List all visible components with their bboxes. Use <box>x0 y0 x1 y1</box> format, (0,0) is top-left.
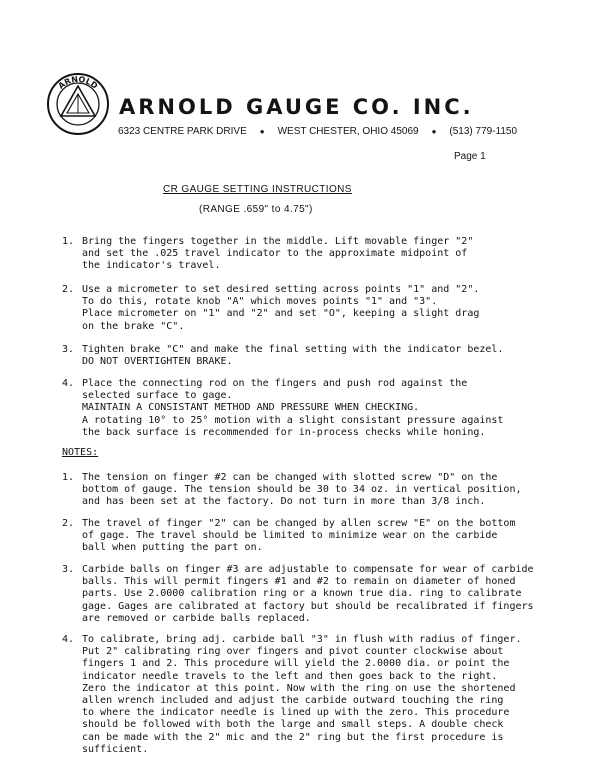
step-line: on the brake "C". <box>82 320 185 332</box>
step-line: A rotating 10° to 25° motion with a slight consistant pressure against <box>82 414 504 426</box>
step-item <box>62 378 552 439</box>
note-line: The tension on finger #2 can be changed with slotted screw "D" on the <box>82 472 498 483</box>
city-state-zip: WEST CHESTER, OHIO 45069 <box>277 126 419 137</box>
step-line: Place the connecting rod on the fingers and push rod against the <box>82 378 468 389</box>
note-line: fingers 1 and 2. This procedure will yield the 2.0000 dia. or point the <box>82 658 510 670</box>
note-line: should be followed with both the large and small steps. A double check <box>82 719 504 731</box>
step-number: 4. <box>62 378 75 389</box>
note-line: The travel of finger "2" can be changed by allen screw "E" on the bottom <box>82 518 516 529</box>
note-line: and has been set at the factory. Do not turn in more than 3/8 inch. <box>82 496 486 508</box>
note-line: allen wrench included and adjust the carbide outward touching the ring <box>82 695 504 707</box>
step-number: 2. <box>62 284 75 295</box>
note-line: To calibrate, bring adj. carbide ball "3" in flush with radius of finger. <box>82 634 522 645</box>
step-line: Tighten brake "C" and make the final setting with the indicator bezel. <box>82 344 504 355</box>
step-line: the back surface is recommended for in-process checks while honing. <box>82 426 486 438</box>
note-line: of gage. The travel should be limited to minimize wear on the carbide <box>82 530 498 542</box>
note-number: 3. <box>62 564 75 575</box>
note-item <box>62 634 552 756</box>
notes-heading: NOTES: <box>62 447 99 458</box>
note-line: gage. Gages are calibrated at factory but should be recalibrated if fingers <box>82 600 534 612</box>
range-subtitle: (RANGE .659" to 4.75") <box>199 204 313 215</box>
note-number: 1. <box>62 472 75 483</box>
step-item <box>62 284 552 333</box>
note-line: Zero the indicator at this point. Now with the ring on use the shortened <box>82 682 516 694</box>
note-line: can be made with the 2" mic and the 2" ring but the first procedure is <box>82 731 504 743</box>
note-item <box>62 518 552 555</box>
bullet-icon: ● <box>431 127 437 136</box>
step-item <box>62 236 552 273</box>
note-line: balls. This will permit fingers #1 and #2 to remain on diameter of honed <box>82 576 516 588</box>
step-line: DO NOT OVERTIGHTEN BRAKE. <box>82 356 233 368</box>
logo-lettering: ARNOLD <box>56 74 100 91</box>
street-address: 6323 CENTRE PARK DRIVE <box>118 126 247 137</box>
step-line: and set the .025 travel indicator to the approximate midpoint of <box>82 248 468 260</box>
note-line: indicator needle travels to the left and then goes back to the right. <box>82 670 498 682</box>
step-line: Bring the fingers together in the middle. Lift movable finger "2" <box>82 236 474 247</box>
note-item <box>62 564 552 625</box>
note-item <box>62 472 552 509</box>
note-line: bottom of gauge. The tension should be 30 to 34 oz. in vertical position, <box>82 484 522 496</box>
company-name: ARNOLD GAUGE CO. INC. <box>119 95 474 119</box>
note-line: sufficient. <box>82 743 149 755</box>
note-line: are removed or carbide balls replaced. <box>82 612 311 624</box>
arnold-logo-icon <box>46 72 110 136</box>
step-number: 1. <box>62 236 75 247</box>
step-line: the indicator's travel. <box>82 260 221 272</box>
step-line: Place micrometer on "1" and "2" and set "O", keeping a slight drag <box>82 308 480 320</box>
step-line: To do this, rotate knob "A" which moves points "1" and "3". <box>82 296 438 308</box>
step-line: Use a micrometer to set desired setting across points "1" and "2". <box>82 284 480 295</box>
step-line: MAINTAIN A CONSISTANT METHOD AND PRESSURE WHEN CHECKING. <box>82 402 420 414</box>
phone-number: (513) 779-1150 <box>449 126 518 137</box>
company-address-line <box>118 125 578 139</box>
note-number: 2. <box>62 518 75 529</box>
note-line: to where the indicator needle is lined up with the zero. This procedure <box>82 707 510 719</box>
note-line: Carbide balls on finger #3 are adjustable to compensate for wear of carbide <box>82 564 534 575</box>
step-item <box>62 344 552 368</box>
note-number: 4. <box>62 634 75 645</box>
step-line: selected surface to gage. <box>82 390 233 402</box>
note-line: parts. Use 2.0000 calibration ring or a known true dia. ring to calibrate <box>82 588 522 600</box>
note-line: Put 2" calibrating ring over fingers and pivot counter clockwise about <box>82 646 504 658</box>
note-line: ball when putting the part on. <box>82 542 263 554</box>
document-title: CR GAUGE SETTING INSTRUCTIONS <box>163 184 352 195</box>
page-number: Page 1 <box>454 151 486 162</box>
step-number: 3. <box>62 344 75 355</box>
bullet-icon: ● <box>259 127 265 136</box>
